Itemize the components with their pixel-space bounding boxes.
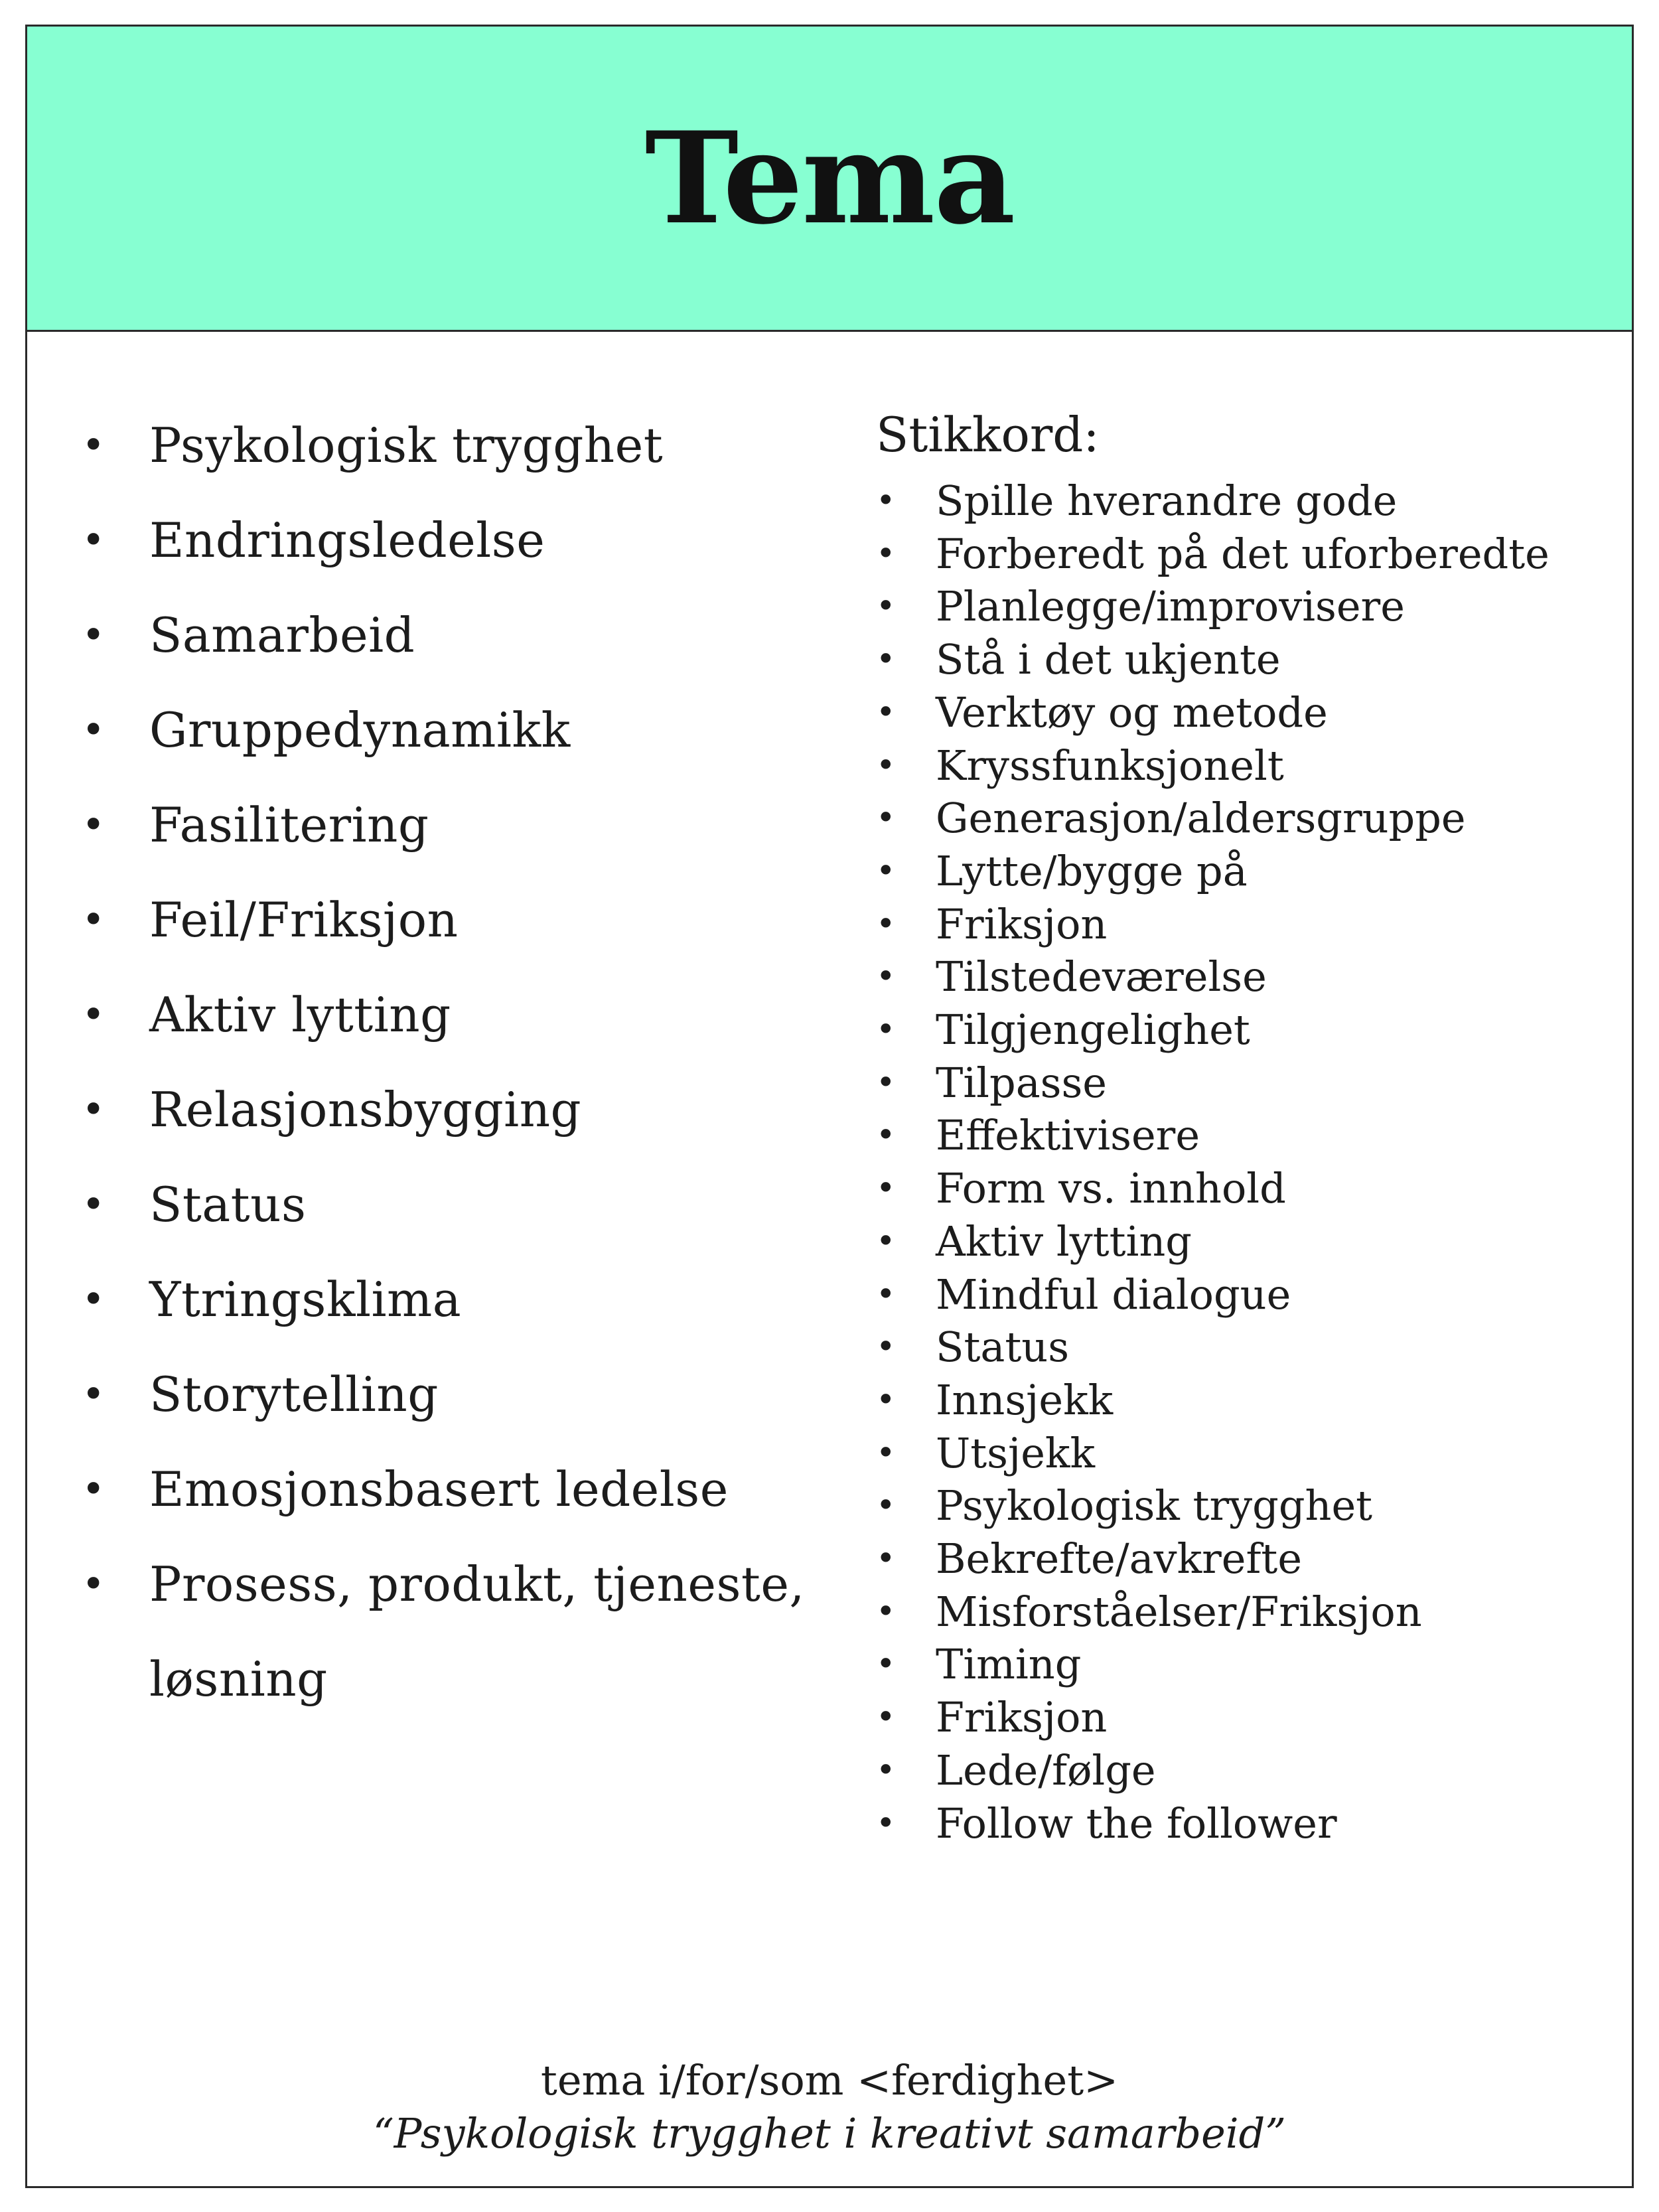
theme-item-label: Aktiv lytting bbox=[149, 987, 451, 1043]
keyword-item bbox=[876, 1109, 1593, 1162]
keyword-item bbox=[876, 950, 1593, 1003]
keyword-item bbox=[876, 1479, 1593, 1532]
keyword-item-label: Lytte/bygge på bbox=[936, 846, 1248, 895]
keyword-item bbox=[876, 792, 1593, 845]
theme-item bbox=[56, 1157, 820, 1252]
bullet-icon: • bbox=[876, 851, 896, 890]
keyword-item bbox=[876, 1585, 1593, 1639]
theme-item-label: Psykologisk trygghet bbox=[149, 417, 664, 473]
theme-item bbox=[56, 968, 820, 1063]
footer-formula: tema i/for/som <ferdighet> bbox=[540, 2056, 1119, 2104]
keywords-list bbox=[876, 475, 1593, 1850]
keyword-item bbox=[876, 1532, 1593, 1585]
theme-item-label: Fasilitering bbox=[149, 797, 429, 853]
theme-item bbox=[56, 778, 820, 873]
keyword-item-label: Stå i det ukjente bbox=[936, 635, 1281, 684]
bullet-icon: • bbox=[876, 1380, 896, 1419]
theme-item-label: Relasjonsbygging bbox=[149, 1082, 582, 1138]
keyword-item-label: Tilstedeværelse bbox=[936, 952, 1267, 1001]
bullet-icon: • bbox=[876, 587, 896, 626]
theme-item bbox=[56, 1537, 820, 1727]
keyword-item-label: Tilpasse bbox=[936, 1058, 1107, 1107]
bullet-icon: • bbox=[876, 957, 896, 996]
keyword-item-label: Mindful dialogue bbox=[936, 1270, 1291, 1319]
bullet-icon: • bbox=[876, 745, 896, 784]
bullet-icon: • bbox=[82, 707, 106, 753]
keyword-item-label: Utsjekk bbox=[936, 1428, 1096, 1477]
theme-item bbox=[56, 588, 820, 683]
keyword-item bbox=[876, 898, 1593, 951]
keyword-item bbox=[876, 1057, 1593, 1110]
bullet-icon: • bbox=[876, 1327, 896, 1366]
bullet-icon: • bbox=[82, 1561, 106, 1607]
theme-item bbox=[56, 1063, 820, 1157]
theme-item-label: Emosjonsbasert ledelse bbox=[149, 1461, 729, 1517]
keyword-item bbox=[876, 1374, 1593, 1427]
theme-item bbox=[56, 493, 820, 588]
bullet-icon: • bbox=[876, 1116, 896, 1155]
theme-item bbox=[56, 1347, 820, 1442]
keyword-item bbox=[876, 1162, 1593, 1215]
keyword-item bbox=[876, 1003, 1593, 1057]
bullet-icon: • bbox=[876, 1539, 896, 1578]
keyword-item-label: Status bbox=[936, 1323, 1070, 1372]
keyword-item-label: Forberedt på det uforberedte bbox=[936, 529, 1550, 578]
theme-item bbox=[56, 1252, 820, 1347]
keyword-item bbox=[876, 580, 1593, 633]
keyword-item-label: Friksjon bbox=[936, 899, 1108, 948]
keyword-item-label: Spille hverandre gode bbox=[936, 477, 1398, 525]
bullet-icon: • bbox=[876, 1591, 896, 1631]
bullet-icon: • bbox=[876, 1274, 896, 1313]
bullet-icon: • bbox=[82, 1276, 106, 1323]
bullet-icon: • bbox=[82, 897, 106, 943]
bullet-icon: • bbox=[82, 802, 106, 848]
keyword-item-label: Form vs. innhold bbox=[936, 1164, 1286, 1213]
card-title: Tema bbox=[644, 104, 1015, 252]
keyword-item-label: Friksjon bbox=[936, 1693, 1108, 1742]
theme-item bbox=[56, 398, 820, 493]
theme-item-label: Storytelling bbox=[149, 1366, 439, 1422]
theme-item bbox=[56, 1442, 820, 1537]
bullet-icon: • bbox=[876, 1645, 896, 1684]
bullet-icon: • bbox=[876, 1169, 896, 1208]
bullet-icon: • bbox=[876, 481, 896, 520]
keyword-item-label: Psykologisk trygghet bbox=[936, 1481, 1373, 1530]
bullet-icon: • bbox=[876, 1486, 896, 1525]
bullet-icon: • bbox=[876, 798, 896, 838]
keyword-item bbox=[876, 686, 1593, 739]
theme-list bbox=[56, 398, 820, 1727]
keyword-item bbox=[876, 1638, 1593, 1691]
keyword-item bbox=[876, 475, 1593, 528]
keyword-item bbox=[876, 633, 1593, 686]
keyword-item bbox=[876, 739, 1593, 792]
keyword-item bbox=[876, 1215, 1593, 1268]
theme-item-label: Ytringsklima bbox=[149, 1272, 462, 1327]
keyword-item bbox=[876, 528, 1593, 581]
keyword-item-label: Timing bbox=[936, 1640, 1082, 1689]
bullet-icon: • bbox=[876, 1063, 896, 1102]
bullet-icon: • bbox=[82, 422, 106, 469]
theme-item-label: Gruppedynamikk bbox=[149, 702, 571, 758]
keyword-item-label: Kryssfunksjonelt bbox=[936, 741, 1284, 790]
bullet-icon: • bbox=[876, 1221, 896, 1260]
bullet-icon: • bbox=[876, 1698, 896, 1737]
bullet-icon: • bbox=[82, 1371, 106, 1418]
keyword-item bbox=[876, 1321, 1593, 1374]
theme-item bbox=[56, 873, 820, 968]
card-header bbox=[27, 27, 1632, 332]
keyword-item-label: Misforståelser/Friksjon bbox=[936, 1587, 1422, 1636]
theme-item-label: Samarbeid bbox=[149, 607, 415, 663]
bullet-icon: • bbox=[82, 992, 106, 1038]
keyword-item bbox=[876, 1797, 1593, 1850]
keyword-item-label: Effektivisere bbox=[936, 1111, 1200, 1160]
keyword-item-label: Bekrefte/avkrefte bbox=[936, 1534, 1303, 1584]
keywords-heading: Stikkord: bbox=[876, 407, 1100, 463]
bullet-icon: • bbox=[876, 692, 896, 731]
footer-example: “Psykologisk trygghet i kreativt samarbeid” bbox=[372, 2109, 1287, 2158]
keyword-item bbox=[876, 1744, 1593, 1797]
keyword-item-label: Follow the follower bbox=[936, 1799, 1337, 1848]
bullet-icon: • bbox=[82, 1181, 106, 1228]
keyword-item-label: Generasjon/aldersgruppe bbox=[936, 794, 1466, 843]
theme-item-label: Feil/Friksjon bbox=[149, 892, 459, 948]
bullet-icon: • bbox=[876, 640, 896, 679]
keyword-item-label: Innsjekk bbox=[936, 1375, 1114, 1424]
keyword-item bbox=[876, 1427, 1593, 1480]
bullet-icon: • bbox=[876, 904, 896, 943]
keyword-item-label: Tilgjengelighet bbox=[936, 1005, 1250, 1055]
bullet-icon: • bbox=[82, 1466, 106, 1512]
keyword-item-label: Aktiv lytting bbox=[936, 1217, 1192, 1266]
keyword-item-label: Verktøy og metode bbox=[936, 688, 1328, 737]
keyword-item bbox=[876, 845, 1593, 898]
keyword-item-label: Lede/følge bbox=[936, 1745, 1156, 1795]
bullet-icon: • bbox=[82, 517, 106, 563]
bullet-icon: • bbox=[82, 612, 106, 658]
theme-item-label: Status bbox=[149, 1177, 307, 1232]
theme-item-label: Prosess, produkt, tjeneste, løsning bbox=[149, 1556, 805, 1707]
bullet-icon: • bbox=[876, 534, 896, 573]
keywords-section bbox=[876, 402, 1593, 1850]
keyword-item-label: Planlegge/improvisere bbox=[936, 582, 1405, 631]
theme-item-label: Endringsledelse bbox=[149, 512, 545, 568]
bullet-icon: • bbox=[876, 1010, 896, 1049]
theme-item bbox=[56, 683, 820, 778]
bullet-icon: • bbox=[876, 1803, 896, 1842]
keyword-item bbox=[876, 1268, 1593, 1321]
bullet-icon: • bbox=[876, 1433, 896, 1472]
bullet-icon: • bbox=[82, 1086, 106, 1133]
keyword-item bbox=[876, 1691, 1593, 1744]
bullet-icon: • bbox=[876, 1750, 896, 1789]
